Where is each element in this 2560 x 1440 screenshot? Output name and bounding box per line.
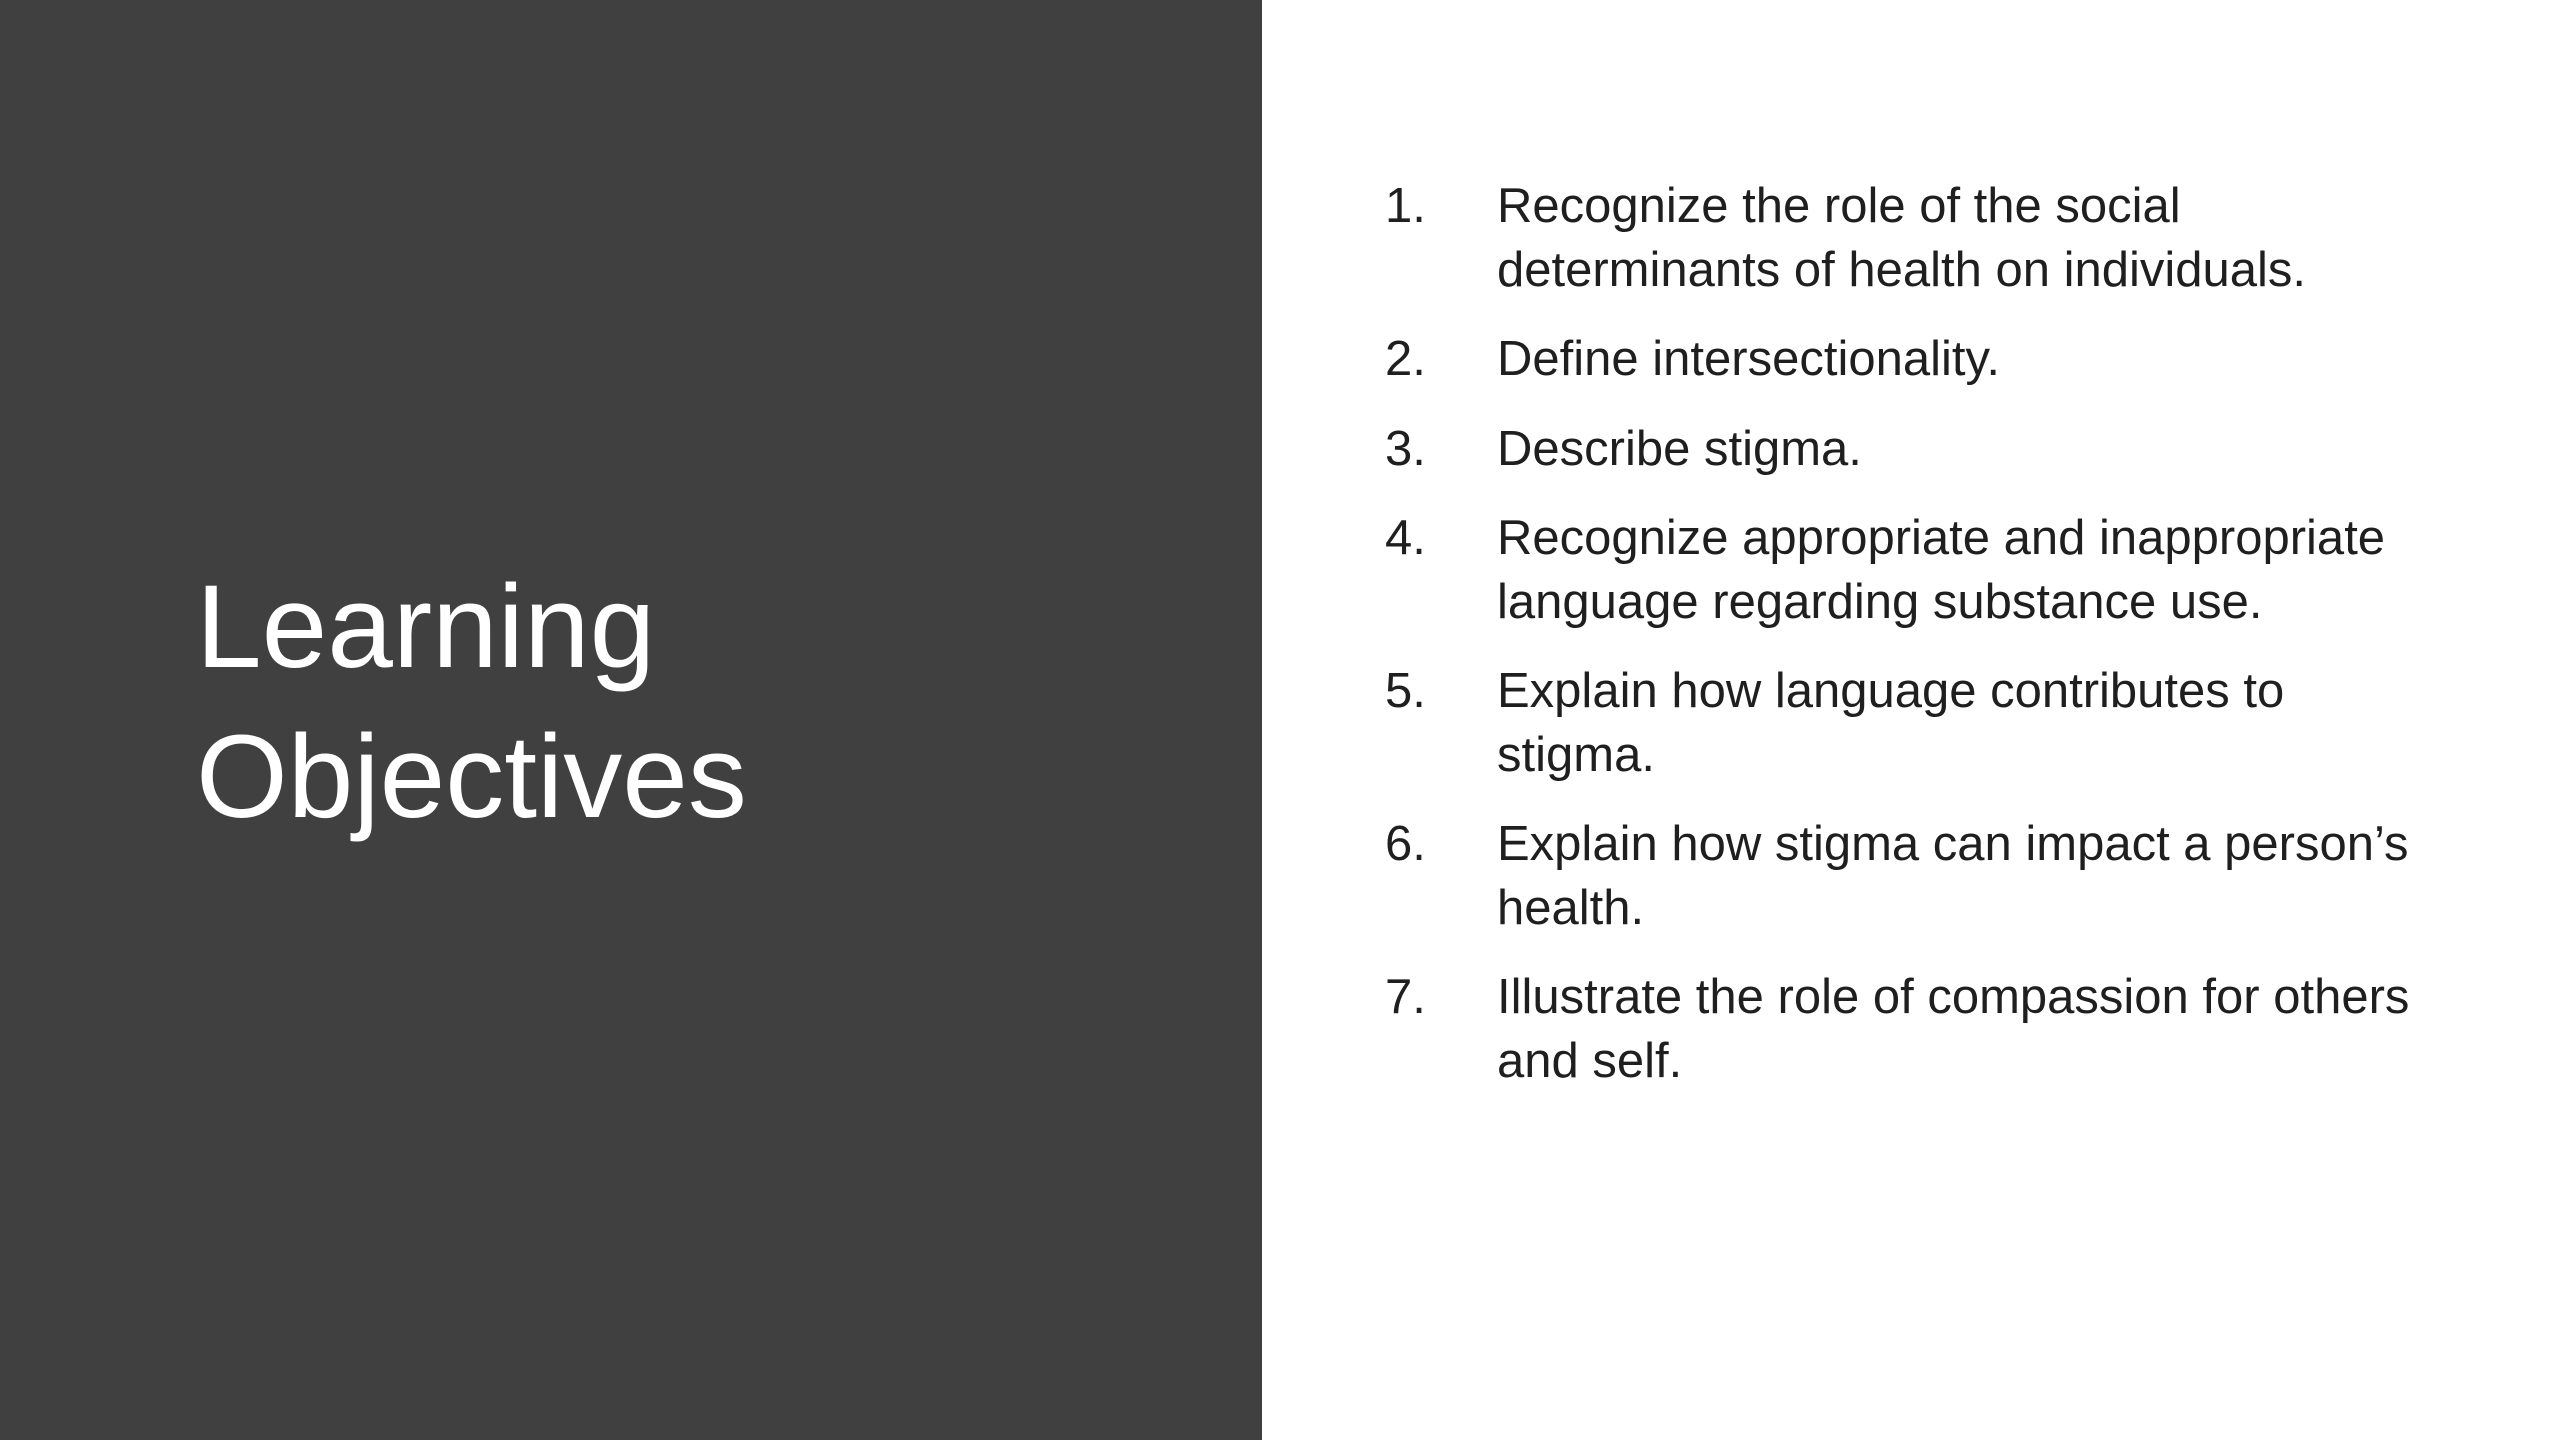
objectives-list [1385, 175, 2415, 1119]
title-line: Objectives [196, 711, 747, 843]
objective-text: Explain how stigma can impact a person’s health. [1497, 817, 2409, 935]
objective-item [1385, 507, 2415, 634]
objective-number: 4. [1385, 511, 1426, 565]
objective-item [1385, 660, 2415, 787]
objective-item [1385, 328, 2415, 392]
objective-text: Recognize appropriate and inappropriate language regarding substance use. [1497, 511, 2386, 629]
objective-item [1385, 813, 2415, 940]
objective-item [1385, 966, 2415, 1093]
objective-number: 6. [1385, 817, 1426, 871]
title-panel [0, 0, 1262, 1440]
objective-text: Explain how language contributes to stigma. [1497, 664, 2285, 782]
objective-item [1385, 418, 2415, 482]
slide-title [196, 552, 1196, 852]
objective-number: 5. [1385, 664, 1426, 718]
title-line: Learning [196, 561, 656, 693]
objective-number: 7. [1385, 970, 1426, 1024]
objective-text: Recognize the role of the social determinants of health on individuals. [1497, 179, 2307, 297]
objective-item [1385, 175, 2415, 302]
objective-number: 2. [1385, 332, 1426, 386]
objective-text: Define intersectionality. [1497, 332, 2000, 386]
objective-number: 3. [1385, 421, 1426, 476]
objective-text: Describe stigma. [1497, 421, 1862, 476]
objective-text: Illustrate the role of compassion for others and self. [1497, 970, 2410, 1088]
objective-number: 1. [1385, 179, 1426, 233]
